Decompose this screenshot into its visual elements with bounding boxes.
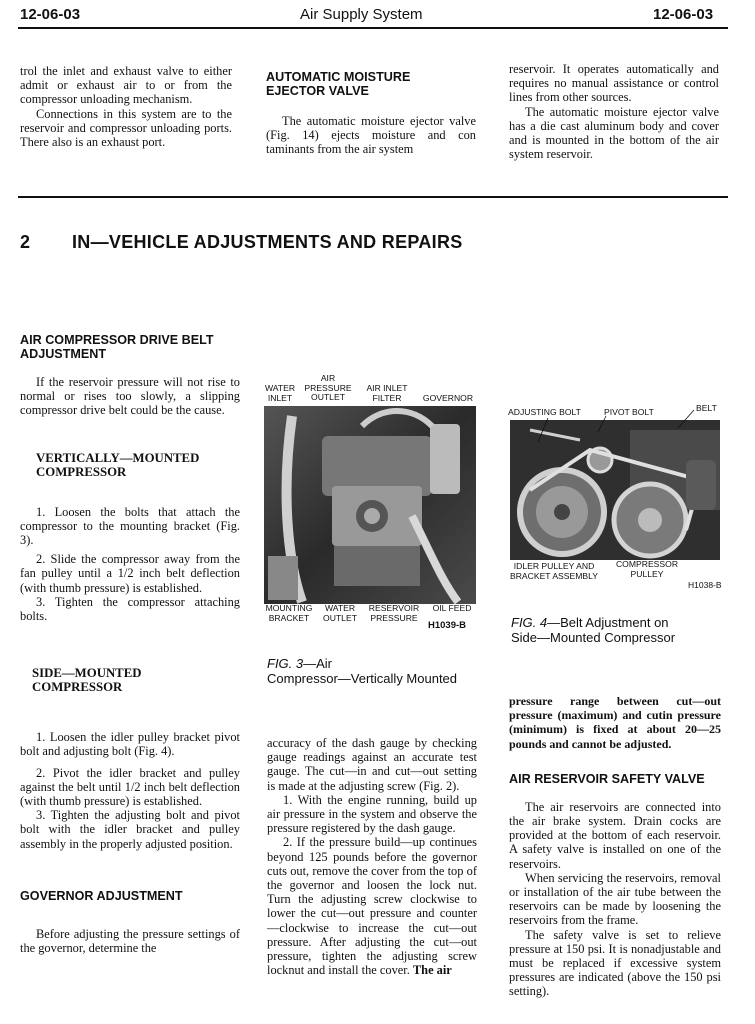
section-rule [18,196,728,198]
heading-side-mounted: SIDE—MOUNTED COMPRESSOR [32,666,142,695]
paragraph: Connections in this system are to the reservoir and compressor unloading ports. There also is an exhaust port. [20,106,232,150]
label-water-inlet: WATER INLET [264,383,296,403]
right-column [509,694,721,999]
heading-vertically-mounted: VERTICALLY—MOUNTED COMPRESSOR [36,450,200,479]
paragraph: If the reservoir pressure will not rise to normal or rises too slowly, a slipping compressor drive belt could be the cause. [20,375,240,418]
paragraph: The automatic moisture ejector valve (Fig. 14) ejects moisture and con taminants from the air system [266,114,476,157]
label-water-outlet: WATER OUTLET [323,603,357,623]
figure-4 [508,402,728,592]
paragraph: The air reservoirs are connected into the air brake system. Drain cocks are provided at the bottom of each reservoir. A safety valve is installed on one of the reservoirs. [509,799,721,871]
section-title: IN—VEHICLE ADJUSTMENTS AND REPAIRS [72,232,463,252]
paragraph: The automatic moisture ejector valve has a die cast aluminum body and cover and is mounted in the bottom of the air system reservoir. [509,104,719,162]
step: 2. If the pressure build—up continues beyond 125 pounds before the governor cuts out, remove the cover from the top of the governor and loosen the lock nut. Turn the adjusting screw clockwise to lower the cut—out pressure and counter—clockwise to increase the cut—out pressure. After adjusting the cut—out pressure, tighten the adjusting screw locknut and install the cover. The air [267,835,477,978]
label-air-pressure-outlet: AIR PRESSURE OUTLET [304,373,352,402]
figure-code: H1039-B [428,620,467,631]
step: 2. Pivot the idler bracket and pulley against the belt until 1/2 inch belt deflection (with thumb pressure) is established. [20,765,240,809]
figure-number: FIG. 3 [267,656,304,671]
top-column-3 [509,62,719,161]
label-compressor-pulley: COMPRESSOR PULLEY [615,559,679,579]
step: 2. Slide the compressor away from the fan pulley until a 1/2 inch belt deflection (with thumb pressure) is established. [20,552,240,595]
heading-governor-adjustment: GOVERNOR ADJUSTMENT [20,888,183,903]
paragraph: pressure range between cut—out pressure (maximum) and cutin pressure (minimum) is fixed at about 20—25 pounds and cannot be adjusted. [509,694,721,751]
step: 1. With the engine running, build up air pressure in the system and observe the pressure registered by the dash gauge. [267,792,477,836]
top-column-2 [266,70,476,157]
label-reservoir-pressure: RESERVOIR PRESSURE [368,603,420,623]
page-number-left: 12-06-03 [20,6,81,23]
left-column [20,333,240,955]
label-mounting-bracket: MOUNTING BRACKET [265,603,313,623]
label-governor: GOVERNOR [422,393,474,403]
label-pivot-bolt: PIVOT BOLT [604,407,654,417]
header-rule [18,27,728,29]
paragraph: accuracy of the dash gauge by checking gauge readings against an accurate test gauge. The cut—in and cut—out setting is made at the adjusting screw (Fig. 2). [267,736,477,793]
paragraph: The safety valve is set to relieve pressure at 150 psi. It is nonadjustable and must be replaced if excessive system pressures are indicated (above the 150 psi setting). [509,927,721,999]
step: 3. Tighten the compressor attaching bolts. [20,594,240,624]
top-column-1 [20,64,232,149]
figure-code: H1038-B [688,580,722,590]
figure-3 [262,372,478,634]
figure-3-caption: FIG. 3—Air Compressor—Vertically Mounted [267,656,458,686]
step: 3. Tighten the adjusting bolt and pivot bolt with the idler bracket and pulley assembly in the properly adjusted position. [20,808,240,851]
label-idler-pulley: IDLER PULLEY AND BRACKET ASSEMBLY [509,561,599,581]
page-number-right: 12-06-03 [653,6,714,23]
paragraph: trol the inlet and exhaust valve to either admit or exhaust air to or from the compressor unloading mechanism. [20,64,232,107]
page-title: Air Supply System [300,6,423,23]
heading-safety-valve: AIR RESERVOIR SAFETY VALVE [509,771,705,786]
paragraph: reservoir. It operates automatically and requires no manual assistance or control lines from other sources. [509,62,719,105]
label-belt: BELT [696,403,717,413]
label-oil-feed: OIL FEED [432,603,472,613]
step: 1. Loosen the bolts that attach the compressor to the mounting bracket (Fig. 3). [20,504,240,548]
middle-column [267,736,477,977]
paragraph: When servicing the reservoirs, removal or installation of the air tube between the reservoirs can be made by loosening the reservoirs from the frame. [509,870,721,928]
section-number: 2 [20,232,31,252]
heading-moisture-ejector: AUTOMATIC MOISTURE EJECTOR VALVE [266,70,411,98]
step: 1. Loosen the idler pulley bracket pivot bolt and adjusting bolt (Fig. 4). [20,730,240,759]
label-air-inlet-filter: AIR INLET FILTER [366,383,408,403]
figure-number: FIG. 4 [511,615,548,630]
compressor-photo [262,406,478,604]
paragraph: Before adjusting the pressure settings of the governor, determine the [20,926,240,956]
figure-4-caption: FIG. 4—Belt Adjustment on Side—Mounted Compressor [511,615,676,645]
label-adjusting-bolt: ADJUSTING BOLT [508,407,581,417]
heading-drive-belt: AIR COMPRESSOR DRIVE BELT ADJUSTMENT [20,333,214,361]
